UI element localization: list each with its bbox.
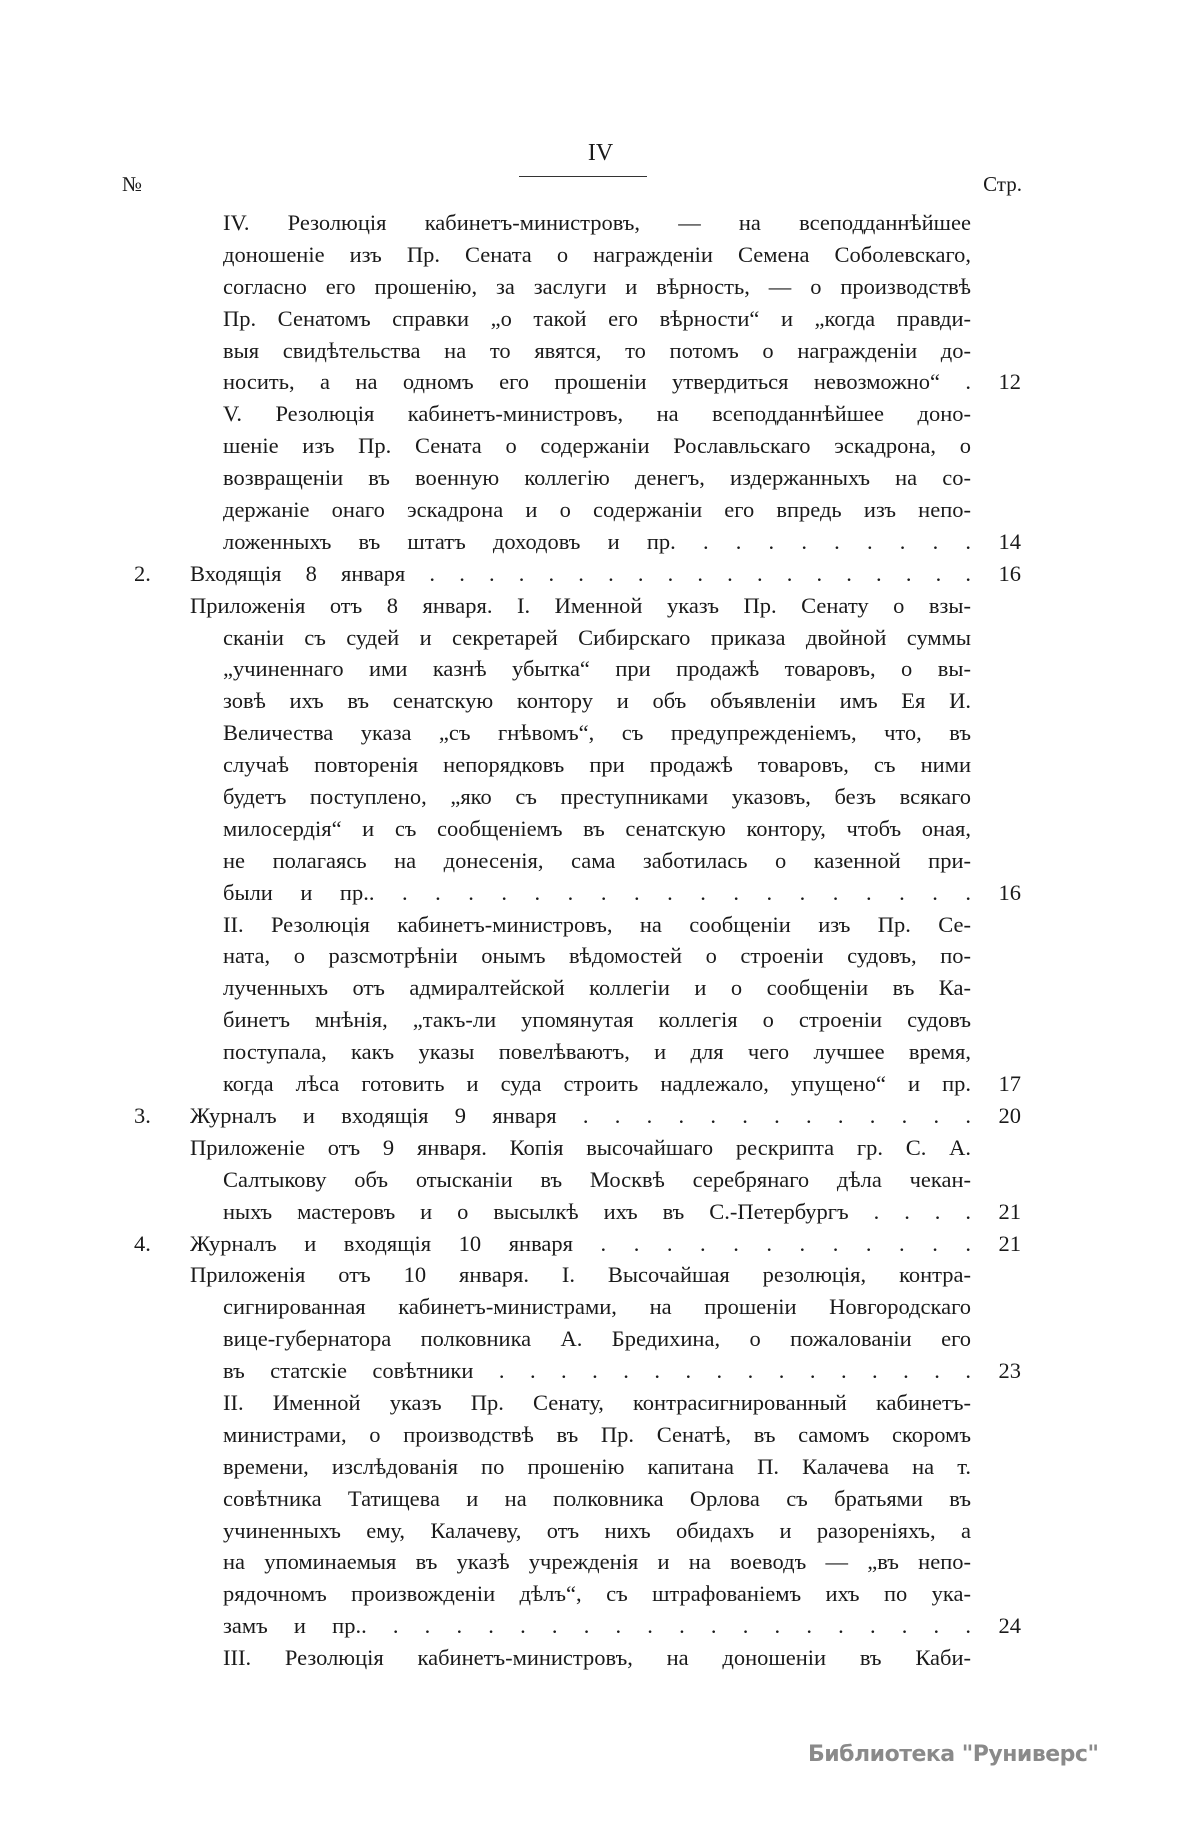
entry-text: ныхъ мастеровъ и о высылкѣ ихъ въ С.-Петербургъ . . . . — [223, 1198, 971, 1224]
page-number: 17 — [998, 1071, 1021, 1097]
toc-line — [0, 781, 1201, 813]
page-number: 14 — [998, 528, 1021, 554]
entry-text: держаніе онаго эскадрона и о содержаніи его впредь изъ непо- — [223, 497, 971, 523]
toc-line — [0, 1036, 1201, 1068]
toc-line — [0, 813, 1201, 845]
entry-text: возвращеніи въ военную коллегію денегъ, издержанныхъ на со- — [223, 465, 971, 491]
toc-line — [0, 494, 1201, 526]
entry-text: на упоминаемыя въ указѣ учрежденія и на воеводъ — „въ непо- — [223, 1549, 971, 1575]
entry-text: совѣтника Татищева и на полковника Орлова съ братьями въ — [223, 1485, 971, 1511]
page-number: 23 — [998, 1358, 1021, 1384]
toc-line — [0, 717, 1201, 749]
page-folio: IV — [587, 140, 614, 166]
entry-text: Журналъ и входящія 9 января . . . . . . . . . . . . . — [190, 1102, 971, 1128]
entry-text: сканіи съ судей и секретарей Сибирскаго приказа двойной суммы — [223, 624, 971, 650]
toc-line — [0, 335, 1201, 367]
entry-number: 4. — [134, 1230, 151, 1256]
entry-text: поступала, какъ указы повелѣваютъ, и для чего лучшее время, — [223, 1039, 971, 1065]
entry-text: сигнированная кабинетъ-министрами, на прошеніи Новгородскаго — [223, 1294, 971, 1320]
entry-text: ложенныхъ въ штатъ доходовъ и пр. . . . . . . . . . — [223, 528, 971, 554]
watermark: Библиотека "Руниверс" — [808, 1742, 1099, 1767]
toc-line — [0, 877, 1201, 909]
toc-line — [0, 1323, 1201, 1355]
entry-text: Журналъ и входящія 10 января . . . . . . . . . . . . — [190, 1230, 971, 1256]
entry-text: времени, изслѣдованія по прошенію капитана П. Калачева на т. — [223, 1453, 971, 1479]
toc-line — [0, 972, 1201, 1004]
toc-line — [0, 940, 1201, 972]
toc-line — [0, 366, 1201, 398]
entry-text: V. Резолюція кабинетъ-министровъ, на всеподданнѣйшее доно- — [223, 401, 971, 427]
entry-text: Величества указа „съ гнѣвомъ“, съ предупрежденіемъ, что, въ — [223, 720, 971, 746]
entry-text: III. Резолюція кабинетъ-министровъ, на доношеніи въ Каби- — [223, 1645, 971, 1671]
entry-text: бинетъ мнѣнія, „такъ-ли упомянутая коллегія о строеніи судовъ — [223, 1007, 971, 1033]
entry-text: учиненныхъ ему, Калачеву, отъ нихъ обидахъ и разореніяхъ, а — [223, 1517, 971, 1543]
entry-text: Входящія 8 января . . . . . . . . . . . . . . . . . . . — [190, 560, 971, 586]
entry-text: зовѣ ихъ въ сенатскую контору и объ объявленіи имъ Ея И. — [223, 688, 971, 714]
entry-text: лученныхъ отъ адмиралтейской коллегіи и о сообщеніи въ Ка- — [223, 975, 971, 1001]
page-number: 16 — [998, 560, 1021, 586]
toc-line — [0, 430, 1201, 462]
toc-line — [0, 622, 1201, 654]
toc-line — [0, 462, 1201, 494]
toc-line — [0, 239, 1201, 271]
entry-number: 2. — [134, 560, 151, 586]
entry-text: „учиненнаго ими казнѣ убытка“ при продажѣ товаровъ, о вы- — [223, 656, 971, 682]
entry-text: шеніе изъ Пр. Сената о содержаніи Рославльскаго эскадрона, о — [223, 433, 971, 459]
entry-text: носить, а на одномъ его прошеніи утвердиться невозможно“ . — [223, 369, 971, 395]
page-number: 20 — [998, 1102, 1021, 1128]
entry-text: Салтыкову объ отысканіи въ Москвѣ серебрянаго дѣла чекан- — [223, 1166, 971, 1192]
entry-text: согласно его прошенію, за заслуги и вѣрность, — о производствѣ — [223, 273, 971, 299]
toc-line — [0, 303, 1201, 335]
toc-line — [0, 1451, 1201, 1483]
toc-line — [0, 1291, 1201, 1323]
toc-line — [0, 526, 1201, 558]
entry-text: IV. Резолюція кабинетъ-министровъ, — на всеподданнѣйшее — [223, 210, 971, 235]
toc-line — [0, 1164, 1201, 1196]
toc-line — [0, 749, 1201, 781]
page-number: 16 — [998, 879, 1021, 905]
entry-text: ната, о разсмотрѣніи онымъ вѣдомостей о строеніи судовъ, по- — [223, 943, 971, 969]
toc-line — [0, 1419, 1201, 1451]
entry-text: Приложенія отъ 8 января. I. Именной указъ Пр. Сенату о взы- — [190, 592, 971, 618]
toc-line — [0, 1100, 1201, 1132]
page-number: 21 — [998, 1230, 1021, 1256]
entry-text: будетъ поступлено, „яко съ преступниками указовъ, безъ всякаго — [223, 784, 971, 810]
toc-line — [0, 558, 1201, 590]
toc-line — [0, 1355, 1201, 1387]
number-column-header: № — [122, 172, 143, 196]
toc-line — [0, 590, 1201, 622]
toc-line — [0, 207, 1201, 239]
toc-line — [0, 1546, 1201, 1578]
toc-line — [0, 1642, 1201, 1674]
toc-line — [0, 685, 1201, 717]
toc-line — [0, 1004, 1201, 1036]
toc-line — [0, 1483, 1201, 1515]
toc-line — [0, 398, 1201, 430]
toc-line — [0, 1196, 1201, 1228]
page-column-header: Стр. — [983, 172, 1022, 196]
toc-line — [0, 1387, 1201, 1419]
entry-text: когда лѣса готовить и суда строить надлежало, упущено“ и пр. — [223, 1071, 971, 1097]
entry-text: выя свидѣтельства на то явятся, то потомъ о награжденіи до- — [223, 337, 971, 363]
toc-line — [0, 1228, 1201, 1260]
toc-line — [0, 271, 1201, 303]
toc-line — [0, 1610, 1201, 1642]
toc-line — [0, 1068, 1201, 1100]
entry-text: Приложенія отъ 10 января. I. Высочайшая резолюція, контра- — [190, 1262, 971, 1288]
page-number: 21 — [998, 1198, 1021, 1224]
entry-number: 3. — [134, 1102, 151, 1128]
entry-text: Пр. Сенатомъ справки „о такой его вѣрности“ и „когда правди- — [223, 305, 971, 331]
folio-rule — [519, 176, 647, 177]
toc-line — [0, 1259, 1201, 1291]
page-number: 12 — [998, 369, 1021, 395]
toc-line — [0, 909, 1201, 941]
toc-line — [0, 845, 1201, 877]
entry-text: не полагаясь на донесенія, сама заботилась о казенной при- — [223, 847, 971, 873]
entry-text: вице-губернатора полковника А. Бредихина, о пожалованіи его — [223, 1326, 971, 1352]
table-of-contents — [0, 207, 1201, 1674]
entry-text: были и пр.. . . . . . . . . . . . . . . . . . . — [223, 879, 971, 905]
entry-text: доношеніе изъ Пр. Сената о награжденіи Семена Соболевскаго, — [223, 241, 971, 267]
entry-text: министрами, о производствѣ въ Пр. Сенатѣ, въ самомъ скоромъ — [223, 1421, 971, 1447]
entry-text: въ статскіе совѣтники . . . . . . . . . . . . . . . . — [223, 1358, 971, 1384]
toc-line — [0, 653, 1201, 685]
entry-text: милосердія“ и съ сообщеніемъ въ сенатскую контору, чтобъ оная, — [223, 815, 971, 841]
page-number: 24 — [998, 1613, 1021, 1639]
entry-text: случаѣ повторенія непорядковъ при продажѣ товаровъ, съ ними — [223, 752, 971, 778]
toc-line — [0, 1515, 1201, 1547]
entry-text: II. Резолюція кабинетъ-министровъ, на сообщеніи изъ Пр. Се- — [223, 911, 971, 937]
entry-text: Приложеніе отъ 9 января. Копія высочайшаго рескрипта гр. С. А. — [190, 1134, 971, 1160]
toc-line — [0, 1578, 1201, 1610]
toc-line — [0, 1132, 1201, 1164]
entry-text: замъ и пр.. . . . . . . . . . . . . . . . . . . . — [223, 1613, 971, 1639]
entry-text: рядочномъ произвожденіи дѣлъ“, съ штрафованіемъ ихъ по ука- — [223, 1581, 971, 1607]
entry-text: II. Именной указъ Пр. Сенату, контрасигнированный кабинетъ- — [223, 1389, 971, 1415]
